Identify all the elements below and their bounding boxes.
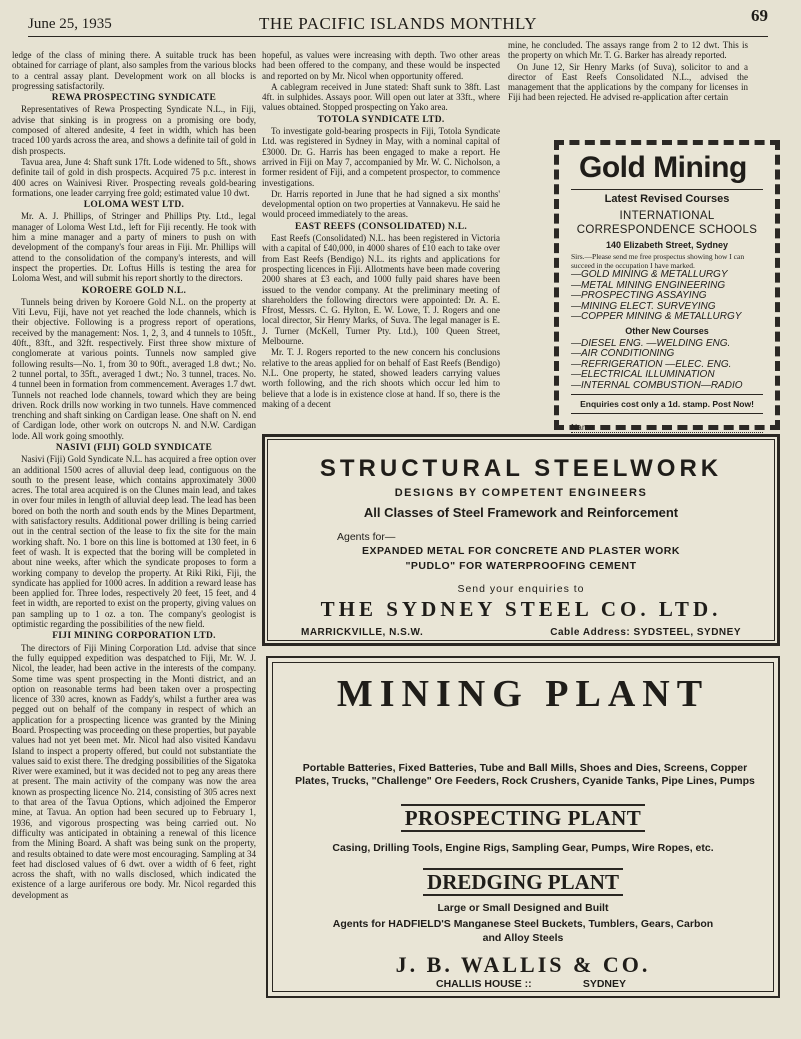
wallis-company-name: J. B. WALLIS & CO. — [395, 952, 651, 977]
prospecting-plant-heading — [268, 806, 778, 831]
course-item[interactable]: —DIESEL ENG. —WELDING ENG. — [571, 337, 731, 349]
paragraph: ledge of the class of mining there. A suitable truck has been obtained for carriage of plant, also samples from the various blocks to a central assay plant. Development work on all blocks is progressing satisfactorily. — [12, 50, 256, 91]
steel-agents-label: Agents for— — [337, 531, 396, 543]
course-item[interactable]: —ELECTRICAL ILLUMINATION — [571, 369, 715, 380]
course-item[interactable]: —REFRIGERATION —ELEC. ENG. — [571, 358, 732, 370]
course-item[interactable]: —GOLD MINING & METALLURGY — [571, 269, 728, 280]
article-column-3 — [508, 40, 748, 145]
steel-cable-address: Cable Address: SYDSTEEL, SYDNEY — [550, 627, 741, 638]
paragraph: A cablegram received in June stated: Shaft sunk to 38ft. Last 4ft. in sulphides. Assays poor. Will open out later at 33ft., where values obtained. Stopped prospecting on Yako area. — [262, 81, 500, 113]
steel-expanded-metal: EXPANDED METAL FOR CONCRETE AND PLASTER WORK — [362, 545, 680, 557]
course-item[interactable]: —AIR CONDITIONING — [571, 348, 675, 359]
enquiries-note: Enquiries cost only a 1d. stamp. Post Now! — [580, 399, 754, 409]
issue-date: June 25, 1935 — [28, 16, 112, 32]
other-courses-heading: Other New Courses — [625, 325, 709, 336]
wallis-city: SYDNEY — [582, 978, 626, 990]
school-name-2: CORRESPONDENCE SCHOOLS — [576, 224, 758, 236]
magazine-title: THE PACIFIC ISLANDS MONTHLY — [259, 14, 537, 33]
page-header — [28, 6, 768, 37]
article-column-2 — [262, 50, 500, 440]
steel-designs: DESIGNS BY COMPETENT ENGINEERS — [394, 487, 648, 499]
course-item[interactable]: —MINING ELECT. SURVEYING — [571, 300, 716, 312]
mining-plant-advertisement — [266, 656, 780, 998]
course-item[interactable]: —METAL MINING ENGINEERING — [571, 279, 726, 291]
paragraph: To investigate gold-bearing prospects in Fiji, Totola Syndicate Ltd. was registered in Sydney in May, with a nominal capital of £3000. Dr. G. Harris has been engaged to make a report. He arrived in Fiji on May 7, accompanied by Mr. W. C. Nicholson, a former resident of Fiji, and a competent prospector, to commence investigations. — [262, 126, 500, 188]
steel-pudlo: "PUDLO" FOR WATERPROOFING CEMENT — [405, 560, 637, 572]
section-heading-loloma: LOLOMA WEST LTD. — [83, 200, 185, 211]
steel-headline: STRUCTURAL STEELWORK — [319, 455, 723, 482]
paragraph: The directors of Fiji Mining Corporation Ltd. advise that since the fully equipped expedition was despatched to Fiji, Mr. W. J. Nicol, the leader, had been active in the interests of the company. Some time was spent prospecting in the Monti district, and an option on reasonable terms had been taken over a prospecting licence of 330 acres, known as Faddy's, whilst a further area was pegged out on behalf of the company in respect of which an application for a prospecting licence was granted by the Mining Board. Prospecting was proceeding on these properties, but payable values had not yet been met. Mr. Nicol had also visited Kandavu Island to inspect a property offered, but could not substantiate the values said to exist there. The dredging possibilities of the Sigatoka River were examined, but it was decided not to peg any areas there at present. The main activity of the company was now the area known as prospecting licence No. 214, consisting of 305 acres next to that area of the Tavua Options, which adjoined the Emperor mine, at Tavua. An option had been secured up to February 1, 1936, and vigorous prospecting was being carried out. No difficulty was anticipated in obtaining a renewal of this licence from the Mining Board. A shaft was being sunk on the property, and results obtained to date were most encouraging. Sampling at 34 feet had disclosed values of 6 dwt. over a width of 6 feet, right across the shaft, with no walls disclosed, which indicated the existence of a large auriferous ore body. Mr. Nicol regarded this development as — [12, 642, 256, 900]
section-heading-koroere: KOROERE GOLD N.L. — [81, 285, 187, 296]
dredging-line-1: Large or Small Designed and Built — [437, 902, 609, 914]
section-heading-fiji: FIJI MINING CORPORATION LTD. — [52, 631, 216, 642]
paragraph: Tunnels being driven by Koroere Gold N.L. on the property at Viti Levu, Fiji, have not yet reached the lode channels, which is their objective. Following is a progress report of operations, received by the management: Nos. 1, 2, 3, and 4 tunnels to 105ft., 40ft., 83ft., and 32ft. respectively. First three show mixture of conglomerate at various points. Tunnels now sampled give following results—No. 1, from 30 to 90ft., averaged 1.8 dwt.; No. 2 tunnel portal, to 35ft., averaged 1 dwt.; No. 3 tunnel, traces. No. 4 tunnel been in formation from commencement. Averages 1.7 dwt. Tunnels not reached lode channels, toward which they are being driven. Rock drills now working in two tunnels. Have commenced trenching and shaft sinking on Cardigan lease. One shaft on N. end of Cardigan lode, other work on outcrops N. and N.W. Cardigan lode. All work going smoothly. — [12, 296, 256, 441]
steel-send-enquiries: Send your enquiries to — [457, 583, 585, 595]
divider — [571, 394, 763, 395]
mining-plant-headline: MINING PLANT — [336, 673, 710, 715]
dredging-plant-label: DREDGING PLANT — [423, 868, 623, 896]
dredging-plant-heading — [268, 870, 778, 895]
steel-location: MARRICKVILLE, N.S.W. — [301, 627, 424, 638]
mining-plant-list: Portable Batteries, Fixed Batteries, Tube and Ball Mills, Shoes and Dies, Screens, Copper Plates, Trucks, "Challenge" Ore Feeders, Rock Crushers, Cyanide Tanks, Pipe Lines, Pumps — [295, 762, 755, 787]
paragraph: Dr. Harris reported in June that he had signed a six months' developmental option on two properties at Vannakevu. He said he would proceed immediately to the areas. — [262, 188, 500, 220]
paragraph: East Reefs (Consolidated) N.L. has been registered in Victoria with a capital of £40,000, in 4000 shares of £10 each to take over from East Reefs (Bendigo) N.L. its rights and applications for prospecting licences in Fiji. Allotments have been made covering 2000 shares at £3 each, and 1000 fully paid shares have been issued to the vendor company. At the preliminary meeting of shareholders the following directors were appointed: Dr. A. E. Ffrost, Messrs. C. G. Hylton, E. W. Lowe, T. J. Rogers and one local director, Sir Henry Marks, of Suva. The legal manager is E. J. Turner (McKell, Turner Pty. Ltd.), 100 Queen Street, Melbourne. — [262, 233, 500, 347]
paragraph: Tavua area, June 4: Shaft sunk 17ft. Lode widened to 5ft., shows definite tail of gold in dish prospects. Acquired 75 p.c. interest in 400 acres on Wainivesi River. Prospecting reveals gold-bearing formations, one leader carrying free gold; estimated value 10 dwt. — [12, 156, 256, 198]
coupon-instructions: Sirs.—Please send me free prospectus showing how I can succeed in the occupation I have marked. — [571, 252, 745, 270]
dredging-line-3: and Alloy Steels — [482, 932, 564, 944]
prospecting-plant-list: Casing, Drilling Tools, Engine Rigs, Sampling Gear, Pumps, Wire Ropes, etc. — [332, 842, 714, 854]
paragraph: On June 12, Sir Henry Marks (of Suva), solicitor to and a director of East Reefs Consolidated N.L., advised the management that the applications by the company for licenses in Fiji had been rejected. He advised re-application after certain — [508, 61, 748, 103]
course-item[interactable]: —PROSPECTING ASSAYING — [571, 290, 707, 301]
paragraph: mine, he concluded. The assays range from 2 to 12 dwt. This is the property on which Mr. T. G. Barker has already reported. — [508, 40, 748, 61]
structural-steelwork-advertisement — [262, 434, 780, 646]
paragraph: hopeful, as values were increasing with depth. Two other areas had been offered to the company, and these would be inspected and reported on by Mr. Nicol when opportunity offered. — [262, 50, 500, 81]
page-number: 69 — [751, 6, 768, 25]
paragraph: Mr. A. J. Phillips, of Stringer and Phillips Pty. Ltd., legal manager of Loloma West Ltd., left for Fiji recently. He took with him a mine manager and a party of miners to push on with development of the company's four areas in Fiji. Mr. Phillips will attend to the consolidation of the company's interests, and will inspect the properties. Dr. Loftus Hills is testing the area for Loloma West, and will submit his report shortly to the directors. — [12, 211, 256, 284]
steel-company-name: THE SYDNEY STEEL CO. LTD. — [320, 597, 722, 621]
divider — [571, 413, 763, 414]
prospecting-plant-label: PROSPECTING PLANT — [401, 804, 646, 832]
section-heading-east-reefs: EAST REEFS (CONSOLIDATED) N.L. — [294, 221, 468, 232]
other-course-list — [571, 339, 763, 392]
course-item[interactable]: —INTERNAL COMBUSTION—RADIO — [571, 379, 743, 391]
steel-all-classes: All Classes of Steel Framework and Reinforcement — [363, 505, 679, 520]
school-address: 140 Elizabeth Street, Sydney — [605, 240, 729, 250]
paragraph: Mr. T. J. Rogers reported to the new concern his conclusions relative to the areas applied for on behalf of East Reefs (Bendigo) N.L. One property, he stated, showed leaders carrying values worth following, and the rich shoots which occur led him to believe that a lode is in existence close at hand. If so, there is the making of a decent — [262, 347, 500, 409]
gold-mining-title: Gold Mining — [579, 151, 747, 184]
course-list — [571, 270, 763, 323]
section-heading-rewa: REWA PROSPECTING SYNDICATE — [51, 93, 217, 104]
gold-mining-advertisement — [554, 140, 780, 430]
dredging-line-2: Agents for HADFIELD'S Manganese Steel Buckets, Tumblers, Gears, Carbon — [332, 918, 714, 930]
wallis-house: CHALLIS HOUSE :: — [436, 978, 532, 990]
section-heading-totola: TOTOLA SYNDICATE LTD. — [317, 114, 445, 125]
course-item[interactable]: —COPPER MINING & METALLURGY — [571, 311, 742, 322]
paragraph: Nasivi (Fiji) Gold Syndicate N.L. has acquired a free option over an additional 1500 acres of alluvial deep lead, contiguous on the south to the present lease, which contains approximately 3000 acres. The total area acquired is on the Clunes main lead, and takes in over four miles in length of alluvial deep lead. The lead has been bored on both the north and south ends by the Mines Department, with satisfactory results. Additional power drilling is being carried out in the central section of the lease to fix the site for the main working shaft. No. 1 bore on this line is bottomed at 130 feet, in 6 feet of wash. It is expected that the boring will be completed in about nine weeks, after which the syndicate proposes to form a working company to develop the property. At Riki Riki, Fiji, the syndicate has applied for 1000 acres. In addition a reward lease has been applied for. Three lodes, respectively 20 feet, 15 feet, and 4 feet in width, are reported to exist on the property, giving values on pan sampling up to 1 oz. a ton. The company's geologist is optimistic regarding the possibilities of the new field. — [12, 454, 256, 630]
name-field[interactable]: Name — [571, 422, 763, 433]
divider — [571, 189, 763, 190]
article-column-1 — [12, 50, 256, 1034]
section-heading-nasivi: NASIVI (FIJI) GOLD SYNDICATE — [55, 442, 213, 453]
paragraph: Representatives of Rewa Prospecting Syndicate N.L., in Fiji, advise that sinking is in progress on a promising ore body, composed of altered andesite, 4 feet in width, which has been traced 100 yards across the area, and shows a definite tail of gold in dish prospects. — [12, 104, 256, 156]
school-name-1: INTERNATIONAL — [619, 210, 715, 222]
latest-courses: Latest Revised Courses — [604, 193, 730, 205]
